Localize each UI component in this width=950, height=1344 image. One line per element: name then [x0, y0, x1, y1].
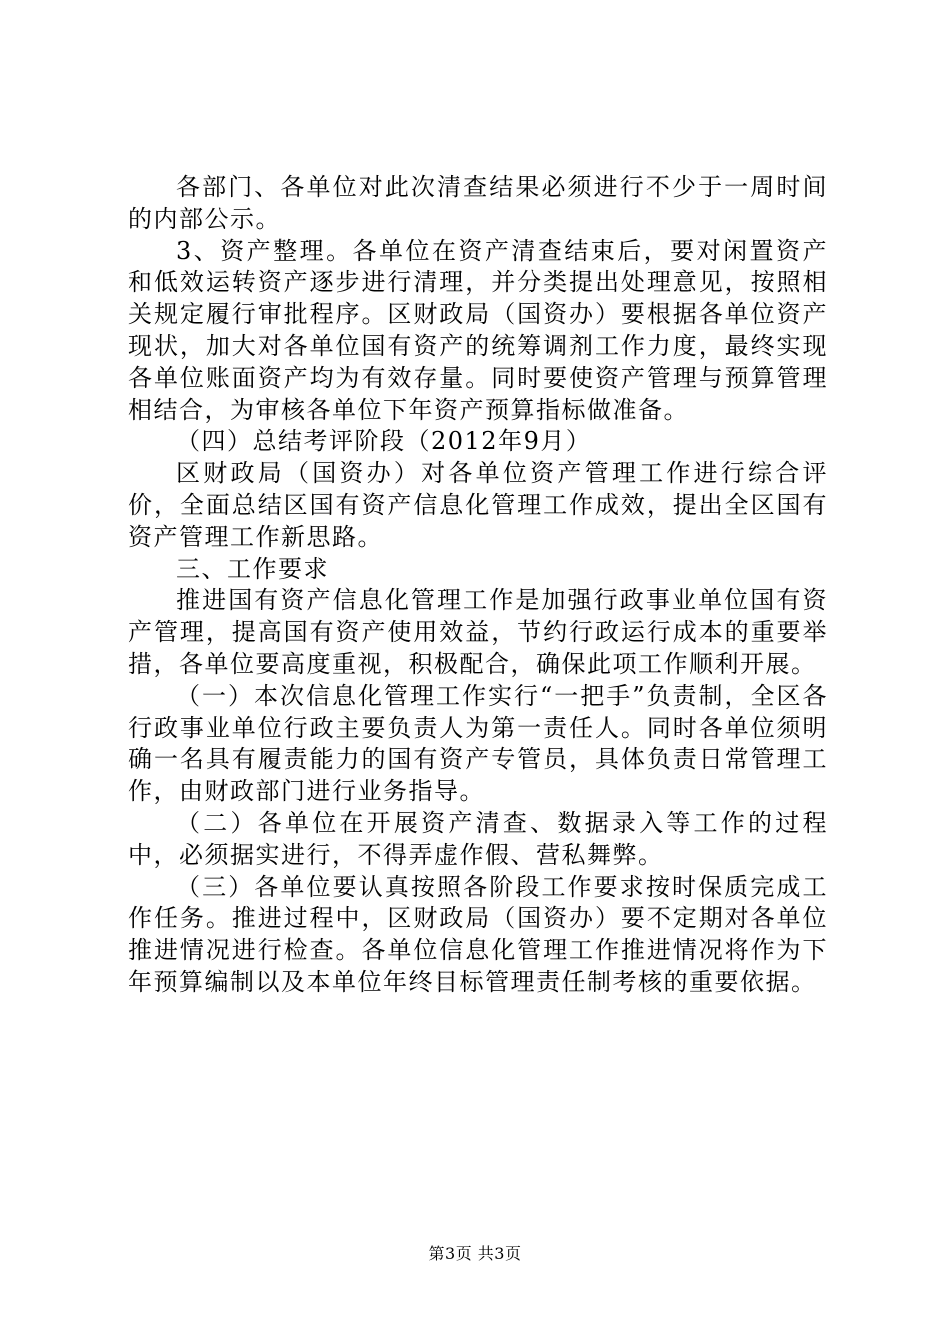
page-footer — [0, 1244, 950, 1264]
heading-work-requirements: 三、工作要求 — [176, 554, 329, 583]
document-body — [128, 172, 828, 999]
paragraph-public-notice: 各部门、各单位对此次清查结果必须进行不少于一周时间的内部公示。 — [128, 173, 828, 233]
paragraph-requirement-two: （二）各单位在开展资产清查、数据录入等工作的过程中，必须据实进行，不得弄虚作假、营私舞弊。 — [128, 808, 828, 869]
paragraph-requirement-one: （一）本次信息化管理工作实行“一把手”负责制，全区各行政事业单位行政主要负责人为第一责任人。同时各单位须明确一名具有履责能力的国有资产专管员，具体负责日常管理工作，由财政部门进行业务指导。 — [128, 681, 828, 806]
paragraph-requirement-three: （三）各单位要认真按照各阶段工作要求按时保质完成工作任务。推进过程中，区财政局（国资办）要不定期对各单位推进情况进行检查。各单位信息化管理工作推进情况将作为下年预算编制以及本单位年终目标管理责任制考核的重要依据。 — [128, 872, 828, 996]
heading-summary-stage: （四）总结考评阶段（2012年9月） — [176, 427, 592, 456]
paragraph-asset-consolidation: 3、资产整理。各单位在资产清查结束后，要对闲置资产和低效运转资产逐步进行清理，并分类提出处理意见，按照相关规定履行审批程序。区财政局（国资办）要根据各单位资产现状，加大对各单位国有资产的统筹调剂工作力度，最终实现各单位账面资产均为有效存量。同时要使资产管理与预算管理相结合，为审核各单位下年资产预算指标做准备。 — [128, 236, 828, 424]
page-number: 第3页 共3页 — [428, 1244, 522, 1263]
paragraph-summary-evaluation: 区财政局（国资办）对各单位资产管理工作进行综合评价，全面总结区国有资产信息化管理工作成效，提出全区国有资产管理工作新思路。 — [128, 459, 828, 551]
paragraph-importance: 推进国有资产信息化管理工作是加强行政事业单位国有资产管理，提高国有资产使用效益，节约行政运行成本的重要举措，各单位要高度重视，积极配合，确保此项工作顺利开展。 — [128, 586, 828, 678]
